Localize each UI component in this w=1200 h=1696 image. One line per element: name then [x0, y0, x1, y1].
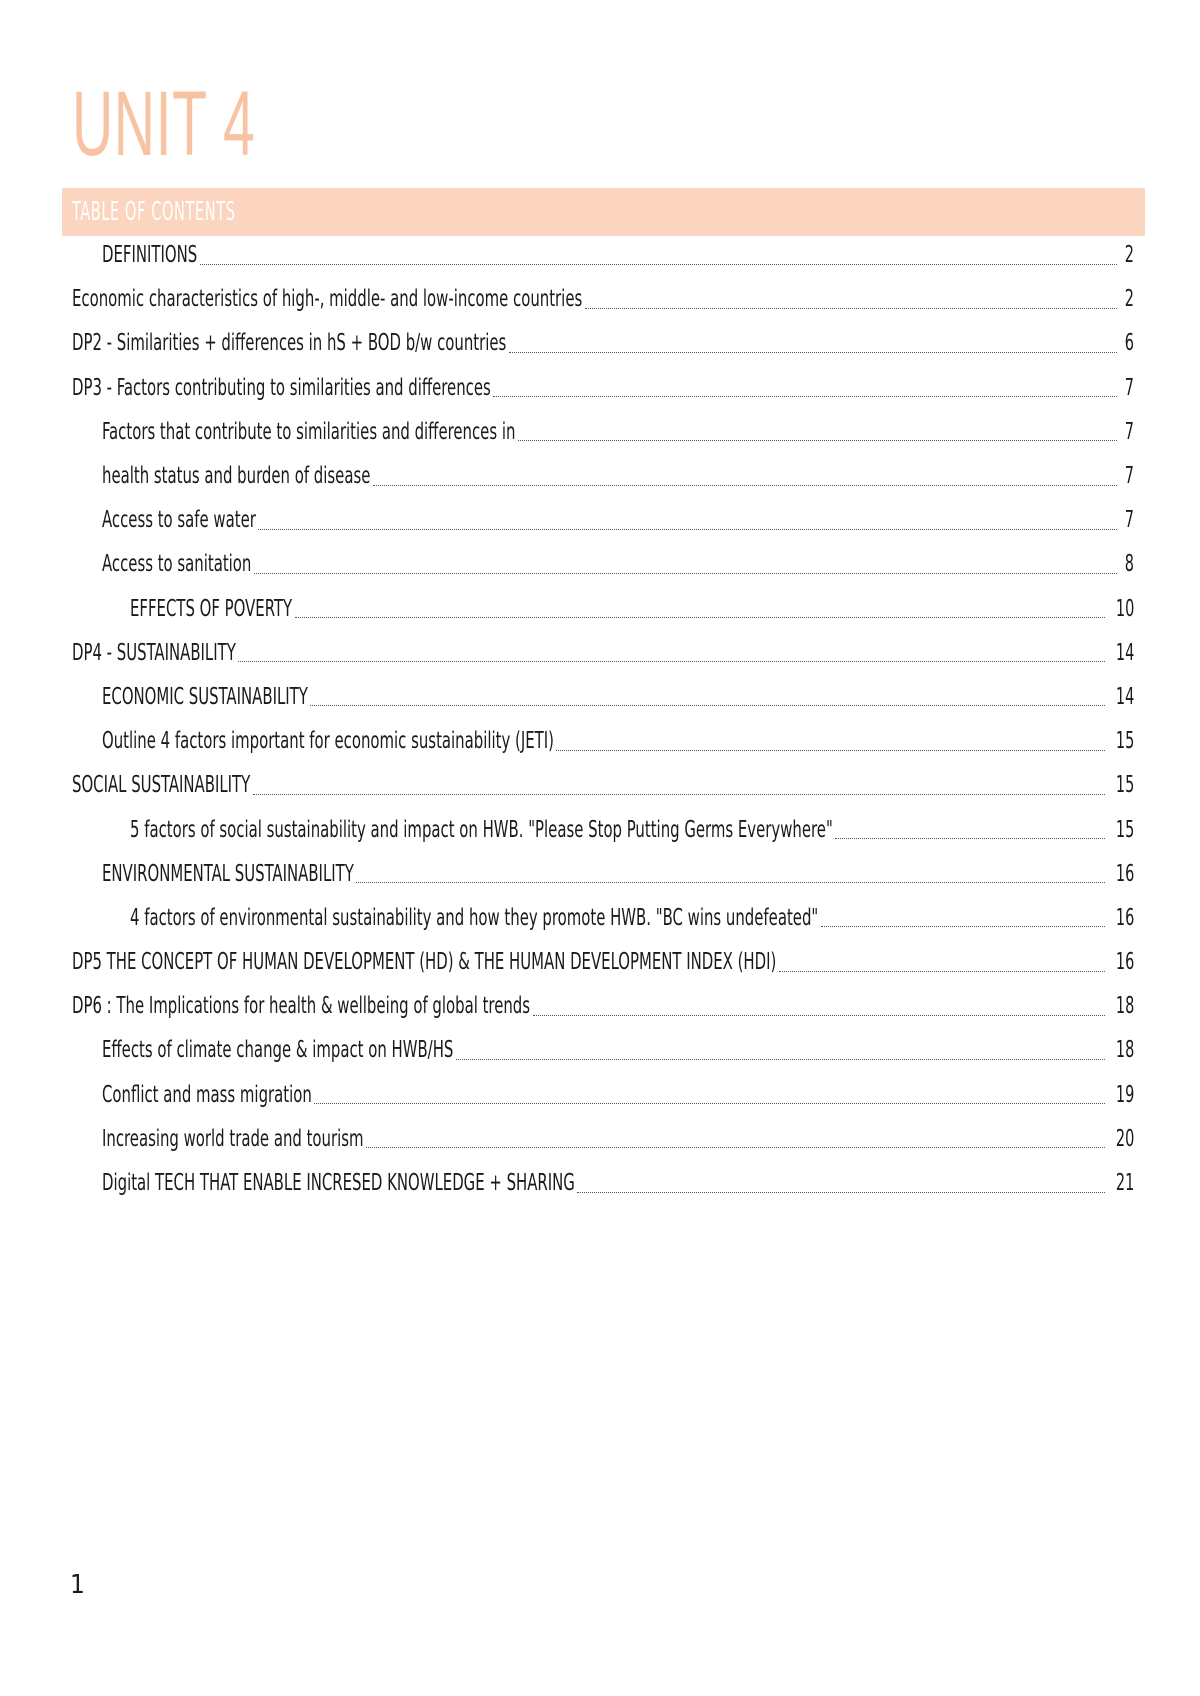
toc-entry-title-wrapper: [102, 462, 371, 490]
dot-leader: [314, 1103, 1105, 1104]
toc-entry-title: EFFECTS OF POVERTY: [130, 595, 293, 622]
toc-entry[interactable]: [72, 498, 1134, 542]
toc-entry-title: DP3 - Factors contributing to similarities and differences: [72, 374, 491, 401]
toc-entry[interactable]: [72, 1028, 1134, 1072]
toc-entry-title: DP6 : The Implications for health & wellbeing of global trends: [72, 993, 531, 1020]
toc-entry-title: Access to safe water: [102, 507, 256, 534]
toc-heading: TABLE OF CONTENTS: [72, 197, 236, 227]
toc-entry-page-number: 10: [1115, 595, 1134, 622]
toc-entry-title-wrapper: [102, 1081, 312, 1109]
toc-entry-title-wrapper: [102, 1125, 364, 1153]
dot-leader: [200, 264, 1117, 265]
dot-leader: [821, 926, 1105, 927]
toc-entry-title-wrapper: [102, 727, 554, 755]
toc-entry-title: DEFINITIONS: [102, 242, 198, 269]
toc-entry-title: Increasing world trade and tourism: [102, 1125, 364, 1152]
dot-leader: [509, 352, 1117, 353]
toc-entry-title: Factors that contribute to similarities and differences in: [102, 418, 516, 445]
toc-entry-title-wrapper: [72, 639, 236, 667]
toc-entry[interactable]: [72, 587, 1134, 631]
toc-entry-title-wrapper: [130, 595, 293, 623]
dot-leader: [585, 308, 1117, 309]
toc-entry-title: health status and burden of disease: [102, 463, 371, 490]
toc-entry[interactable]: [72, 807, 1134, 851]
toc-entry-title: 5 factors of social sustainability and impact on HWB. "Please Stop Putting Germs Everywhere": [130, 816, 833, 843]
toc-entry-title-wrapper: [72, 329, 507, 357]
toc-entry[interactable]: [72, 631, 1134, 675]
toc-entry-title: ECONOMIC SUSTAINABILITY: [102, 683, 308, 710]
toc-entry-page-number: 8: [1124, 551, 1134, 578]
dot-leader: [456, 1059, 1105, 1060]
toc-entry-title: Access to sanitation: [102, 551, 252, 578]
toc-entry-title: 4 factors of environmental sustainability and how they promote HWB. "BC wins undefeated": [130, 904, 819, 931]
toc-entry-page-number: 2: [1124, 286, 1134, 313]
toc-entry[interactable]: [72, 321, 1134, 365]
toc-banner: [62, 188, 1145, 236]
toc-entry[interactable]: [72, 454, 1134, 498]
toc-entry-title-wrapper: [102, 241, 198, 269]
toc-entry-page-number: 16: [1115, 904, 1134, 931]
toc-entry-page-number: 19: [1115, 1081, 1134, 1108]
dot-leader: [518, 440, 1117, 441]
toc-entry[interactable]: [72, 366, 1134, 410]
toc-entry-page-number: 21: [1115, 1170, 1134, 1197]
dot-leader: [238, 661, 1105, 662]
toc-entry-title: Digital TECH THAT ENABLE INCRESED KNOWLEDGE + SHARING: [102, 1170, 575, 1197]
toc-entry[interactable]: [72, 940, 1134, 984]
toc-entry-title: DP2 - Similarities + differences in hS + BOD b/w countries: [72, 330, 507, 357]
toc-entry-title: ENVIRONMENTAL SUSTAINABILITY: [102, 860, 354, 887]
dot-leader: [366, 1147, 1105, 1148]
toc-entry-title: Outline 4 factors important for economic sustainability (JETI): [102, 728, 554, 755]
toc-entry[interactable]: [72, 984, 1134, 1028]
dot-leader: [258, 529, 1117, 530]
toc-entry-title: Conflict and mass migration: [102, 1081, 312, 1108]
toc-entry-title-wrapper: [102, 683, 308, 711]
toc-entry[interactable]: [72, 233, 1134, 277]
toc-entry-page-number: 7: [1124, 418, 1134, 445]
toc-entry-title: Economic characteristics of high-, middle- and low-income countries: [72, 286, 583, 313]
toc-entry-page-number: 14: [1115, 683, 1134, 710]
toc-entry-page-number: 18: [1115, 1037, 1134, 1064]
table-of-contents: [72, 233, 1134, 1205]
dot-leader: [254, 573, 1117, 574]
toc-entry-title-wrapper: [72, 948, 777, 976]
toc-entry[interactable]: [72, 277, 1134, 321]
toc-entry[interactable]: [72, 1073, 1134, 1117]
toc-entry-title-wrapper: [102, 860, 354, 888]
toc-entry-title-wrapper: [102, 550, 252, 578]
toc-entry-page-number: 20: [1115, 1125, 1134, 1152]
toc-entry-page-number: 18: [1115, 993, 1134, 1020]
toc-entry-page-number: 7: [1124, 463, 1134, 490]
toc-entry-title-wrapper: [72, 374, 491, 402]
toc-entry-title: DP5 THE CONCEPT OF HUMAN DEVELOPMENT (HD) & THE HUMAN DEVELOPMENT INDEX (HDI): [72, 949, 777, 976]
dot-leader: [779, 971, 1105, 972]
toc-entry-title: Effects of climate change & impact on HWB/HS: [102, 1037, 454, 1064]
dot-leader: [356, 882, 1105, 883]
toc-entry-page-number: 16: [1115, 949, 1134, 976]
toc-entry-title-wrapper: [130, 904, 819, 932]
toc-entry-title: DP4 - SUSTAINABILITY: [72, 639, 236, 666]
toc-entry-title-wrapper: [102, 1036, 454, 1064]
toc-entry-page-number: 7: [1124, 374, 1134, 401]
toc-entry[interactable]: [72, 410, 1134, 454]
dot-leader: [373, 485, 1117, 486]
toc-entry-title: SOCIAL SUSTAINABILITY: [72, 772, 251, 799]
toc-entry[interactable]: [72, 896, 1134, 940]
toc-entry-title-wrapper: [102, 418, 516, 446]
toc-entry[interactable]: [72, 852, 1134, 896]
toc-entry[interactable]: [72, 763, 1134, 807]
toc-entry-title-wrapper: [72, 285, 583, 313]
toc-entry-page-number: 15: [1115, 816, 1134, 843]
footer-page-number: 1: [70, 1570, 85, 1600]
dot-leader: [835, 838, 1105, 839]
toc-entry-title-wrapper: [130, 816, 833, 844]
toc-entry-page-number: 15: [1115, 728, 1134, 755]
toc-entry[interactable]: [72, 542, 1134, 586]
toc-entry[interactable]: [72, 1161, 1134, 1205]
dot-leader: [253, 794, 1105, 795]
toc-entry-title-wrapper: [102, 506, 256, 534]
toc-entry-page-number: 2: [1124, 242, 1134, 269]
toc-entry[interactable]: [72, 719, 1134, 763]
toc-entry-title-wrapper: [102, 1169, 575, 1197]
dot-leader: [493, 396, 1117, 397]
toc-entry-page-number: 15: [1115, 772, 1134, 799]
toc-entry-page-number: 7: [1124, 507, 1134, 534]
toc-entry[interactable]: [72, 675, 1134, 719]
toc-entry-page-number: 6: [1124, 330, 1134, 357]
dot-leader: [295, 617, 1105, 618]
dot-leader: [310, 705, 1105, 706]
toc-entry-title-wrapper: [72, 771, 251, 799]
toc-entry[interactable]: [72, 1117, 1134, 1161]
dot-leader: [577, 1192, 1105, 1193]
dot-leader: [533, 1015, 1105, 1016]
toc-entry-page-number: 16: [1115, 860, 1134, 887]
toc-entry-page-number: 14: [1115, 639, 1134, 666]
page-title: UNIT 4: [72, 73, 256, 175]
toc-entry-title-wrapper: [72, 992, 531, 1020]
dot-leader: [556, 750, 1105, 751]
